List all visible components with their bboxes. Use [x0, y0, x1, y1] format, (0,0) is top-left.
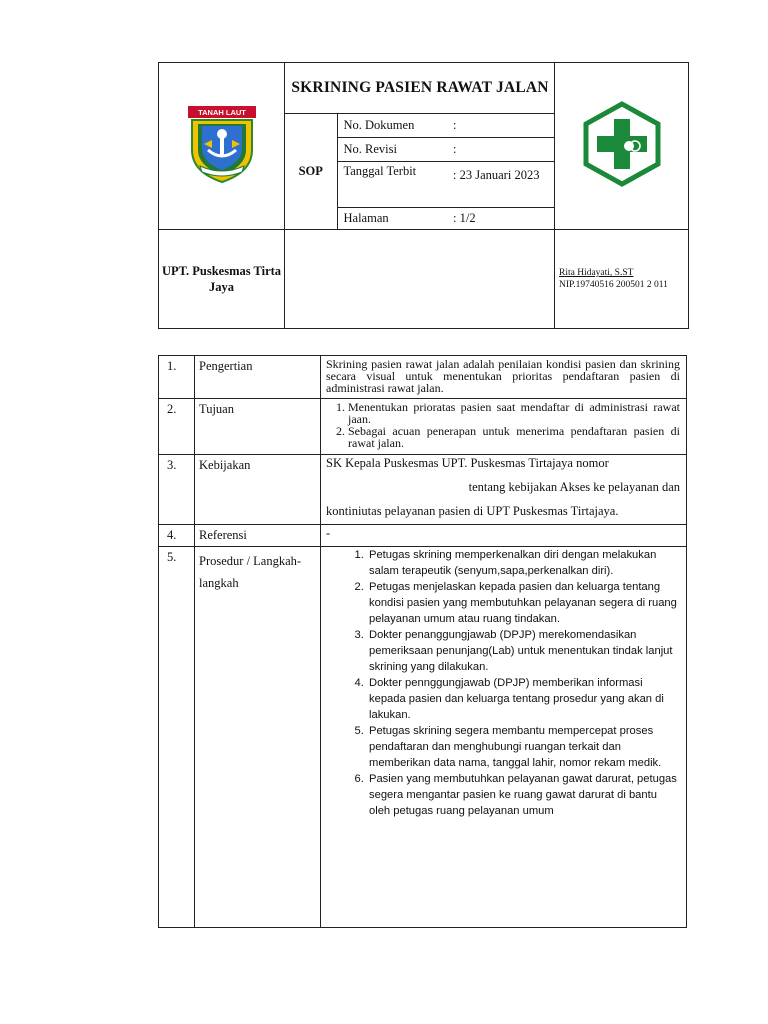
- meta-value-no-revisi: :: [451, 137, 555, 161]
- section-row-kebijakan: [159, 455, 687, 525]
- meta-label-no-revisi: No. Revisi: [337, 137, 451, 161]
- meta-value-tanggal-terbit: : 23 Januari 2023: [451, 161, 555, 207]
- sop-label: SOP: [285, 113, 337, 229]
- section-row-pengertian: [159, 356, 687, 399]
- regency-logo-cell: [159, 63, 285, 230]
- section-label: Kebijakan: [195, 455, 321, 525]
- kebijakan-line: kontiniutas pelayanan pasien di UPT Puskesmas Tirtajaya.: [326, 504, 619, 518]
- section-label: Referensi: [195, 525, 321, 547]
- section-text: -: [321, 525, 687, 547]
- list-item: 5. Petugas skrining segera membantu mempercepat proses pendaftaran dan menghubungi ruangan terkait dan memberikan data nama, tanggal lahir, nomor rekam medik.: [367, 723, 680, 771]
- signatory-block: [555, 230, 689, 329]
- list-item: 3. Dokter penanggungjawab (DPJP) merekomendasikan pemeriksaan penunjang(Lab) untuk menentukan tindak lanjut skrining yang dilakukan.: [367, 627, 680, 675]
- list-item: 4. Dokter pennggungjawab (DPJP) memberikan informasi kepada pasien dan keluarga tentang prosedur yang akan di lakukan.: [367, 675, 680, 723]
- tujuan-list: [326, 401, 680, 449]
- svg-text:TANAH LAUT: TANAH LAUT: [197, 107, 246, 117]
- section-number: 4.: [159, 525, 195, 547]
- title-meta-inner-table: [285, 63, 555, 229]
- sop-header-table: [158, 62, 689, 329]
- prosedur-steps-list: [321, 547, 680, 819]
- organization-name: UPT. Puskesmas Tirta Jaya: [159, 230, 285, 329]
- section-row-tujuan: [159, 399, 687, 455]
- section-row-prosedur: [159, 547, 687, 928]
- section-label: Prosedur / Langkah-langkah: [195, 547, 321, 928]
- list-item: 1. Petugas skrining memperkenalkan diri dengan melakukan salam terapeutik (senyum,sapa,perkenalkan diri).: [367, 547, 680, 579]
- list-item: 1. Menentukan prioratas pasien saat mendaftar di administrasi rawat jaan.: [348, 401, 680, 425]
- prosedur-steps-cell: [321, 547, 687, 928]
- kebijakan-line: SK Kepala Puskesmas UPT. Puskesmas Tirtajaya nomor: [326, 456, 609, 470]
- section-label: Pengertian: [195, 356, 321, 399]
- meta-label-tanggal-terbit: Tanggal Terbit: [337, 161, 451, 207]
- list-item: 6. Pasien yang membutuhkan pelayanan gawat darurat, petugas segera mengantar pasien ke ruang gawat darurat di bantu oleh petugas ruang pelayanan umum: [367, 771, 680, 819]
- list-item: 2. Sebagai acuan penerapan untuk menerima pendaftaran pasien di rawat jalan.: [348, 425, 680, 449]
- kebijakan-text-cell: [321, 455, 687, 525]
- section-list-cell: [321, 399, 687, 455]
- signatory-nip: NIP.19740516 200501 2 011: [559, 280, 668, 290]
- meta-label-halaman: Halaman: [337, 207, 451, 229]
- section-text: Skrining pasien rawat jalan adalah penilaian kondisi pasien dan skrining secara visual untuk menentukan prioritas pendaftaran pasien di administrasi rawat jalan.: [321, 356, 687, 399]
- section-number: 3.: [159, 455, 195, 525]
- section-number: 1.: [159, 356, 195, 399]
- section-number: 2.: [159, 399, 195, 455]
- puskesmas-cross-icon: [579, 101, 665, 187]
- empty-signature-area: [285, 230, 555, 329]
- meta-value-halaman: : 1/2: [451, 207, 555, 229]
- meta-value-no-dokumen: :: [451, 113, 555, 137]
- meta-label-no-dokumen: No. Dokumen: [337, 113, 451, 137]
- title-and-meta-cell: [285, 63, 555, 230]
- section-label: Tujuan: [195, 399, 321, 455]
- document-title: SKRINING PASIEN RAWAT JALAN: [285, 63, 555, 113]
- signatory-name: Rita Hidayati, S.ST: [559, 268, 634, 278]
- section-row-referensi: [159, 525, 687, 547]
- kebijakan-line: tentang kebijakan Akses ke pelayanan dan: [468, 480, 680, 494]
- list-item: 2. Petugas menjelaskan kepada pasien dan keluarga tentang kondisi pasien yang membutuhkan pelayanan segera di ruang pelayanan umum atau ruang tindakan.: [367, 579, 680, 627]
- section-number: 5.: [159, 547, 195, 928]
- puskesmas-logo-cell: [555, 63, 689, 230]
- sop-content-table: [158, 355, 687, 928]
- tanah-laut-crest-icon: [186, 104, 258, 184]
